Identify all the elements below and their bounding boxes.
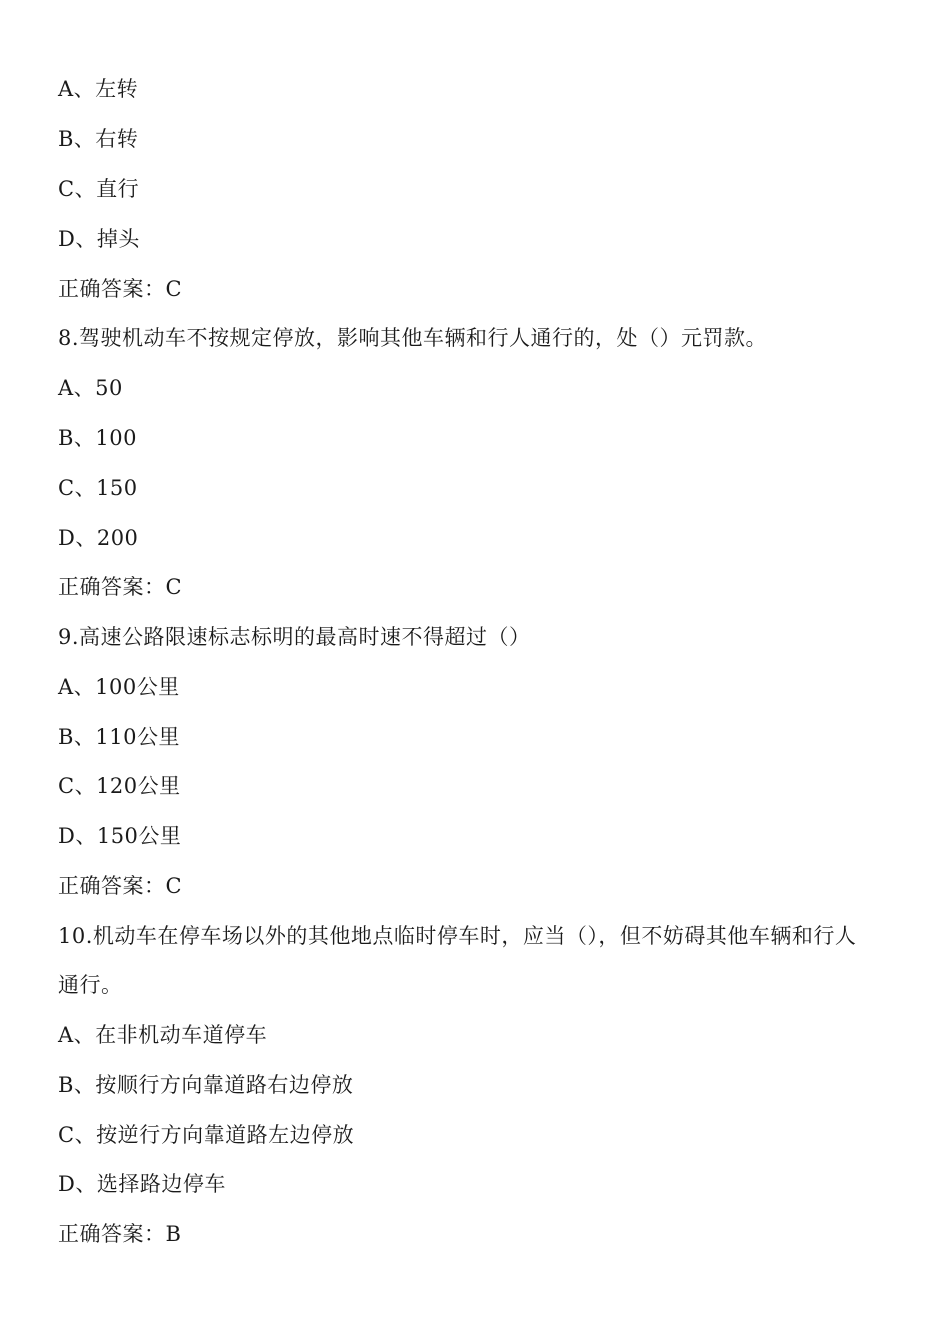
q10-option-d: D、选择路边停车 [58, 1172, 226, 1196]
q10-question-continued: 通行。 [58, 973, 123, 997]
q10-option-a: A、在非机动车道停车 [58, 1023, 268, 1047]
q9-option-a: A、100公里 [58, 675, 180, 699]
q7-option-c: C、直行 [58, 177, 140, 201]
q10-option-b: B、按顺行方向靠道路右边停放 [58, 1073, 354, 1097]
q8-answer: 正确答案：C [58, 575, 183, 599]
q10-question: 10.机动车在停车场以外的其他地点临时停车时，应当（），但不妨碍其他车辆和行人 [58, 924, 857, 948]
q9-option-b: B、110公里 [58, 725, 181, 749]
q8-option-d: D、200 [58, 526, 139, 550]
q7-option-b: B、右转 [58, 127, 139, 151]
q9-question: 9.高速公路限速标志标明的最高时速不得超过（） [58, 625, 531, 649]
q10-option-c: C、按逆行方向靠道路左边停放 [58, 1123, 355, 1147]
q7-answer: 正确答案：C [58, 277, 183, 301]
q9-option-c: C、120公里 [58, 774, 181, 798]
q9-option-d: D、150公里 [58, 824, 182, 848]
q9-answer: 正确答案：C [58, 874, 183, 898]
q10-answer: 正确答案：B [58, 1222, 182, 1246]
q8-option-a: A、50 [58, 376, 123, 400]
q8-question: 8.驾驶机动车不按规定停放，影响其他车辆和行人通行的，处（）元罚款。 [58, 326, 768, 350]
q8-option-b: B、100 [58, 426, 138, 450]
q7-option-a: A、左转 [58, 77, 139, 101]
q8-option-c: C、150 [58, 476, 138, 500]
q7-option-d: D、掉头 [58, 227, 140, 251]
